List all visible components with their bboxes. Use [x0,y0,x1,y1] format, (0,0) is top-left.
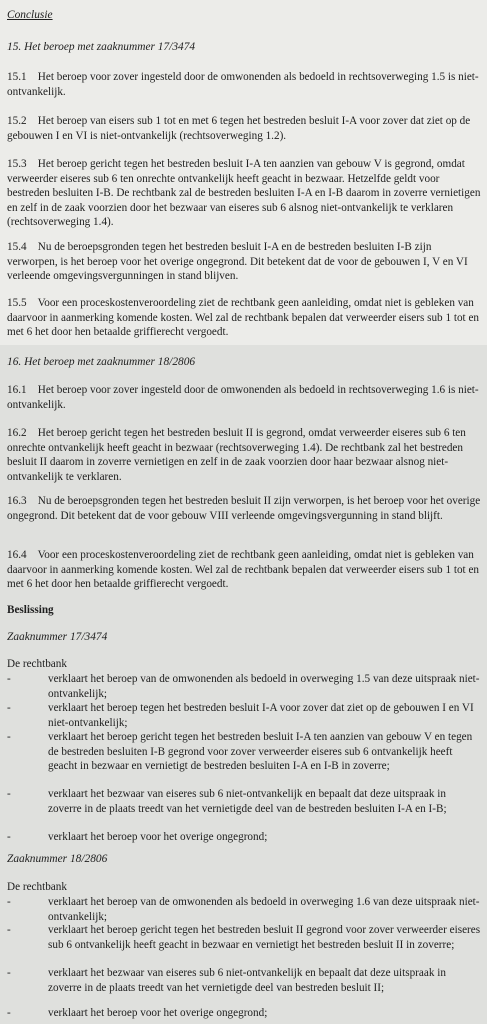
paragraph-number: 16.2 [7,427,27,439]
paragraph-16-4 [7,548,481,592]
dash-marker: - [7,788,11,800]
decision-item [7,923,481,952]
decision-text: verklaart het beroep van de omwonenden als bedoeld in overweging 1.5 van deze uitspraak niet-ontvankelijk; [48,673,480,700]
paragraph-15-2 [7,114,481,143]
decision-text: verklaart het beroep voor het overige ongegrond; [48,1007,268,1019]
paragraph-number: 15.1 [7,71,27,83]
paragraph-15-3 [7,157,481,230]
paragraph-text: Het beroep voor zover ingesteld door de omwonenden als bedoeld in rechtsoverweging 1.5 is niet-ontvankelijk. [7,71,479,98]
decision-text: verklaart het bezwaar van eiseres sub 6 niet-ontvankelijk en bepaalt dat deze uitspraak in zoverre in de plaats treedt van het vernietigde deel van de bestreden besluiten I-A en I-B; [48,788,447,815]
paragraph-15-1 [7,70,481,99]
paragraph-16-1 [7,383,481,412]
decision-text: verklaart het beroep tegen het bestreden besluit I-A voor zover dat ziet op de gebouwen I en VI niet-ontvankelijk; [48,702,474,729]
paragraph-number: 15.4 [7,241,27,253]
dash-marker: - [7,896,11,908]
dash-marker: - [7,702,11,714]
section-15-heading: 15. Het beroep met zaaknummer 17/3474 [7,41,196,53]
decision-text: verklaart het beroep gericht tegen het bestreden besluit I-A ten aanzien van gebouw V en tegen de bestreden besluiten I-B gegrond voor zover verweerder eiseres sub 6 ontvankelijk heeft geacht in bezwaar en vernietigt de bestreden besluiten I-A en I-B in zoverre; [48,731,473,773]
decision-item [7,730,481,774]
decision-item [7,1006,481,1021]
paragraph-number: 15.2 [7,115,27,127]
case-2-heading: Zaaknummer 18/2806 [7,853,108,865]
paragraph-15-5 [7,296,481,340]
section-16-heading: 16. Het beroep met zaaknummer 18/2806 [7,356,196,368]
paragraph-16-3 [7,494,481,523]
paragraph-16-2 [7,426,481,484]
paragraph-text: Nu de beroepsgronden tegen het bestreden besluit I-A en de bestreden besluiten I-B zijn verworpen, is het beroep voor het overige ongegrond. Dit betekent dat de voor de gebouwen I, V en VI verleende omgevingsvergunningen in stand blijven. [7,241,468,283]
paragraph-number: 15.5 [7,297,27,309]
dash-marker: - [7,924,11,936]
paragraph-text: Voor een proceskostenveroordeling ziet de rechtbank geen aanleiding, omdat niet is gebleken van daarvoor in aanmerking komende kosten. Wel zal de rechtbank bepalen dat verweerder eisers sub 1 tot en met 6 het door hen betaalde griffierecht vergoedt. [7,297,480,339]
decision-item [7,672,481,701]
dash-marker: - [7,967,11,979]
paragraph-number: 16.1 [7,384,27,396]
decision-item [7,966,481,995]
decision-item [7,830,481,845]
paragraph-text: Nu de beroepsgronden tegen het bestreden besluit II zijn verworpen, is het beroep voor het overige ongegrond. Dit betekent dat de voor gebouw VIII verleende omgevingsvergunning in stand blijft. [7,495,481,522]
decision-text: verklaart het bezwaar van eiseres sub 6 niet-ontvankelijk en bepaalt dat deze uitspraak in zoverre in de plaats treedt van het vernietigde deel van bestreden besluit II; [48,967,446,994]
case-2-court: De rechtbank [7,881,67,893]
dash-marker: - [7,831,11,843]
paragraph-text: Het beroep van eisers sub 1 tot en met 6 tegen het bestreden besluit I-A voor zover dat ziet op de gebouwen I en VI is niet-ontvankelijk (rechtsoverweging 1.2). [7,115,471,142]
decision-item [7,701,481,730]
dash-marker: - [7,731,11,743]
decision-text: verklaart het beroep gericht tegen het bestreden besluit II gegrond voor zover verweerder eiseres sub 6 ontvankelijk heeft geacht in bezwaar en vernietigt het bestreden besluit II in zoverre; [48,924,481,951]
dash-marker: - [7,673,11,685]
decision-text: verklaart het beroep voor het overige ongegrond; [48,831,268,843]
beslissing-heading: Beslissing [7,604,54,616]
conclusie-heading: Conclusie [7,9,53,21]
paragraph-text: Het beroep gericht tegen het bestreden besluit II is gegrond, omdat verweerder eiseres sub 6 ten onrechte ontvankelijk heeft geacht in bezwaar (rechtsoverweging 1.4). De rechtbank zal het bestreden besluit II daarom in zoverre vernietigen en zelf in de zaak voorzien door haar bezwaar alsnog niet-ontvankelijk te verklaren. [7,427,466,483]
paragraph-number: 16.3 [7,495,27,507]
dash-marker: - [7,1007,11,1019]
decision-item [7,895,481,924]
paragraph-text: Het beroep voor zover ingesteld door de omwonenden als bedoeld in rechtsoverweging 1.6 is niet-ontvankelijk. [7,384,479,411]
case-1-court: De rechtbank [7,658,67,670]
paragraph-number: 15.3 [7,158,27,170]
decision-text: verklaart het beroep van de omwonenden als bedoeld in overweging 1.6 van deze uitspraak niet-ontvankelijk; [48,896,480,923]
paragraph-text: Voor een proceskostenveroordeling ziet de rechtbank geen aanleiding, omdat niet is gebleken van daarvoor in aanmerking komende kosten. Wel zal de rechtbank bepalen dat verweerder eisers sub 1 tot en met 6 het door hen betaalde griffierecht vergoedt. [7,549,480,591]
case-1-heading: Zaaknummer 17/3474 [7,631,108,643]
paragraph-number: 16.4 [7,549,27,561]
decision-item [7,787,481,816]
paragraph-15-4 [7,240,481,284]
paragraph-text: Het beroep gericht tegen het bestreden besluit I-A ten aanzien van gebouw V is gegrond, omdat verweerder eiseres sub 6 ten onrechte ontvankelijk heeft geacht in bezwaar. Hetzelfde geldt voor bestreden besluiten I-B. De rechtbank zal de bestreden besluiten I-A en I-B daarom in zoverre vernietigen en zelf in de zaak voorzien door het bezwaar van eiseres sub 6 alsnog niet-ontvankelijk te verklaren (rechtsoverweging 1.4). [7,158,481,229]
